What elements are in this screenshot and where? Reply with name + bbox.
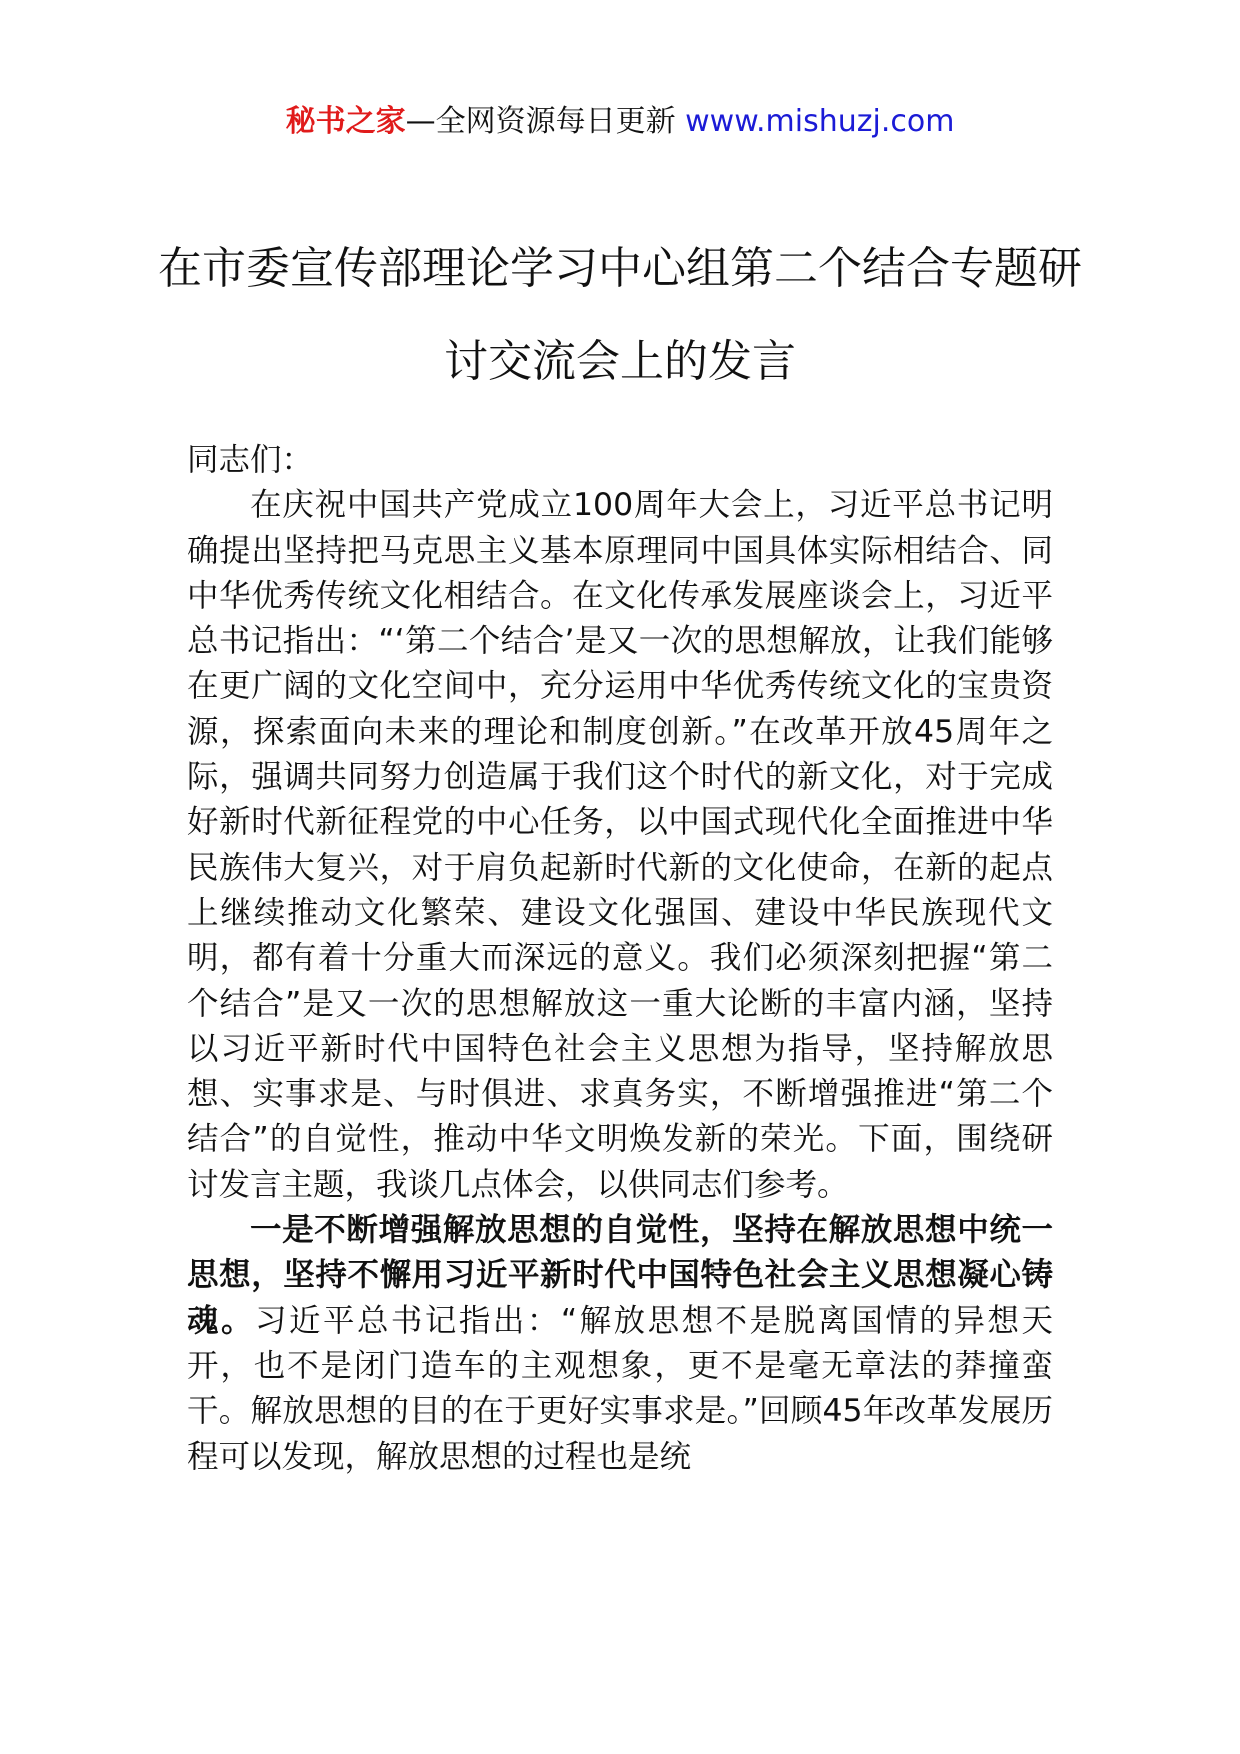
site-tagline: —全网资源每日更新 (405, 104, 686, 139)
salutation: 同志们： (187, 442, 314, 478)
site-url[interactable]: www.mishuzj.com (685, 104, 955, 139)
paragraph-intro: 在庆祝中国共产党成立100周年大会上，习近平总书记明确提出坚持把马克思主义基本原理同中国具体实际相结合、同中华优秀传统文化相结合。在文化传承发展座谈会上，习近平总书记指出：“‘第二个结合’是又一次的思想解放，让我们能够在更广阔的文化空间中，充分运用中华优秀传统文化的宝贵资源，探索面向未来的理论和制度创新。”在改革开放45周年之际，强调共同努力创造属于我们这个时代的新文化，对于完成好新时代新征程党的中心任务，以中国式现代化全面推进中华民族伟大复兴，对于肩负起新时代新的文化使命，在新的起点上继续推动文化繁荣、建设文化强国、建设中华民族现代文明，都有着十分重大而深远的意义。我们必须深刻把握“第二个结合”是又一次的思想解放这一重大论断的丰富内涵，坚持以习近平新时代中国特色社会主义思想为指导，坚持解放思想、实事求是、与时俱进、求真务实，不断增强推进“第二个结合”的自觉性，推动中华文明焕发新的荣光。下面，围绕研讨发言主题，我谈几点体会，以供同志们参考。 (187, 487, 1053, 1203)
brand-name: 秘书之家 (285, 104, 406, 139)
paragraph-point-one (187, 1208, 1053, 1480)
point-one-text: 习近平总书记指出：“解放思想不是脱离国情的异想天开，也不是闭门造车的主观想象，更不是毫无章法的莽撞蛮干。解放思想的目的在于更好实事求是。”回顾45年改革发展历程可以发现，解放思想的过程也是统 (187, 1302, 1053, 1475)
document-title: 在市委宣传部理论学习中心组第二个结合专题研讨交流会上的发言 (158, 243, 1082, 387)
document-body (187, 438, 1053, 1480)
point-one-heading: 一是不断增强解放思想的自觉性，坚持在解放思想中统一思想，坚持不懈用习近平新时代中国特色社会主义思想凝心铸魂。 (187, 1212, 1053, 1339)
site-header (0, 98, 1240, 146)
